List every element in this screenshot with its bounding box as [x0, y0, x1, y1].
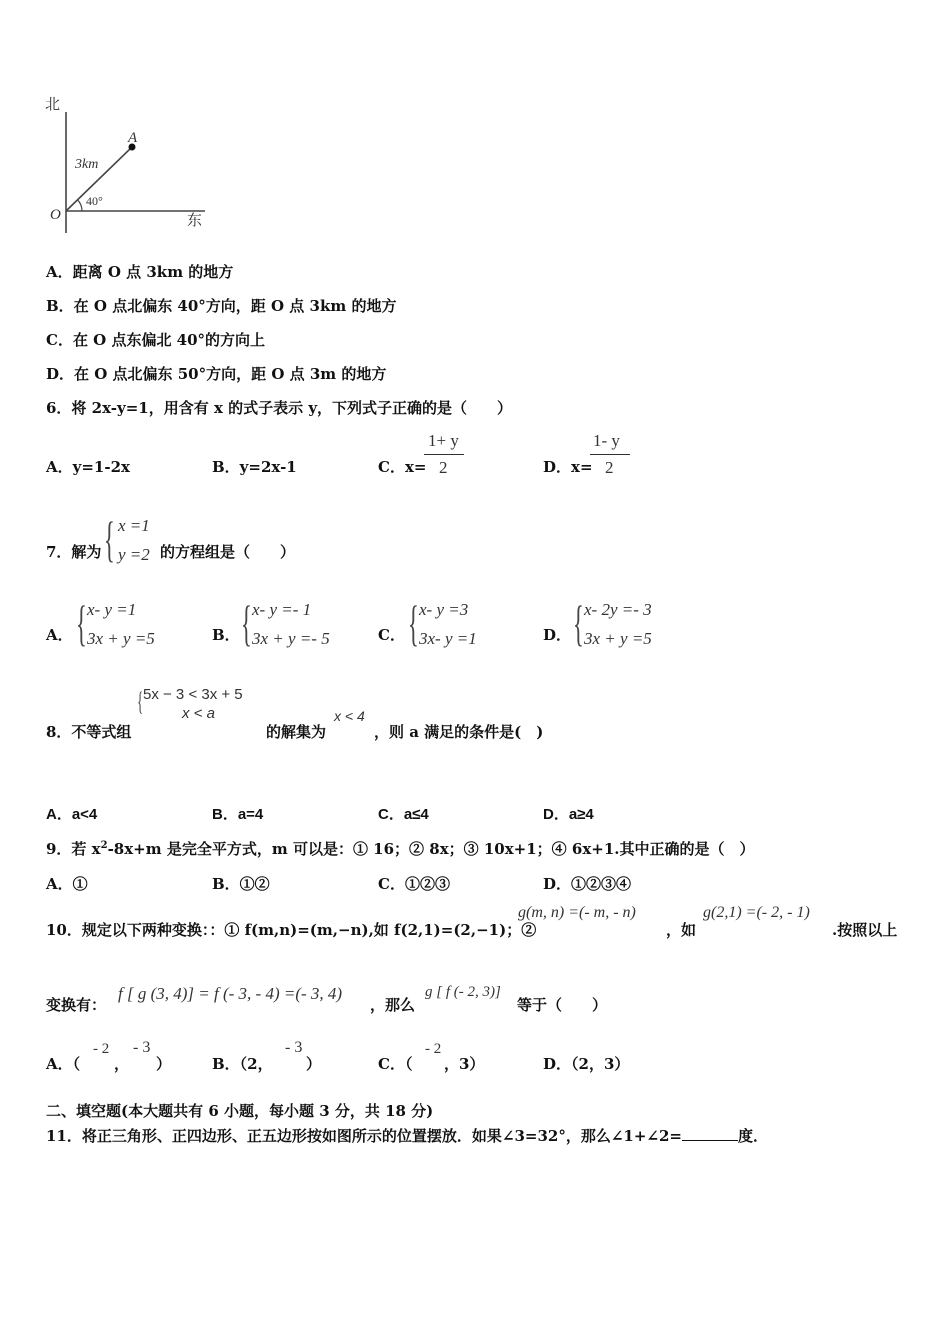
- north-label: 北: [45, 95, 61, 113]
- q10-option-b-value: - 3: [285, 1039, 303, 1056]
- q5-option-c: C．在 O 点东偏北 40°的方向上: [46, 331, 266, 349]
- q10-option-a-value2: - 3: [133, 1039, 151, 1056]
- q10-g-definition: g(m, n) =(- m, - n): [518, 904, 636, 921]
- q9-option-d: D．①②③④: [543, 875, 632, 893]
- q7-option-d-line2: 3x + y =5: [584, 629, 652, 648]
- q7-option-d-label: D．: [543, 626, 572, 644]
- q10-g-expression: g [ f (- 2, 3)]: [425, 984, 501, 1000]
- angle-arc: [78, 200, 83, 211]
- q8-mid: 的解集为: [266, 723, 327, 741]
- direction-figure: [40, 95, 215, 235]
- q10-option-a-end: ）: [156, 1055, 172, 1073]
- q10-line2-mid: ，那么: [370, 996, 416, 1014]
- q7-system-line1: x =1: [118, 516, 150, 535]
- q9-option-a: A．①: [46, 875, 88, 893]
- q11-text-part1: 11．将正三角形、正四边形、正五边形按如图所示的位置摆放．如果∠3=32°，那么∠1+∠2=: [46, 1127, 682, 1145]
- q7-option-a-line1: x- y =1: [87, 600, 137, 619]
- q8-solution: x < 4: [334, 708, 365, 724]
- q9-option-c: C．①②③: [378, 875, 450, 893]
- q6-option-d-label: D．x=: [543, 458, 593, 476]
- q7-brace: {: [104, 511, 115, 567]
- q7-option-b-line2: 3x + y =- 5: [252, 629, 330, 648]
- q8-inequality-1: 5x − 3 < 3x + 5: [143, 686, 243, 703]
- q7-prefix: 7．解为: [46, 543, 102, 561]
- q6-stem: 6．将 2x-y=1，用含有 x 的式子表示 y，下列式子正确的是（ ）: [46, 399, 513, 417]
- q10-option-c-label: C．（: [378, 1055, 413, 1073]
- q8-option-a: A．a<4: [46, 806, 98, 823]
- q11-text-part2: 度．: [737, 1127, 768, 1145]
- q6-option-c-numerator: 1+ y: [428, 431, 459, 450]
- q7-option-c-line2: 3x- y =1: [419, 629, 477, 648]
- q10-option-a-sep: ，: [114, 1055, 130, 1073]
- q6-option-a: A．y=1-2x: [46, 458, 130, 476]
- q10-option-b-label: B．（2，: [212, 1055, 273, 1073]
- point-label: A: [128, 130, 138, 146]
- q8-option-c: C．a≤4: [378, 806, 429, 823]
- q7-option-a-brace: {: [76, 595, 87, 651]
- q7-option-b-label: B．: [212, 626, 240, 644]
- q9-exponent: 2: [100, 840, 108, 851]
- q9-stem-part1: 9．若 x: [46, 840, 101, 858]
- q7-option-b-line1: x- y =- 1: [252, 600, 312, 619]
- q11-answer-blank[interactable]: [682, 1126, 738, 1141]
- q8-prefix: 8．不等式组: [46, 723, 132, 741]
- q6-option-d-numerator: 1- y: [593, 431, 620, 450]
- q6-option-c-fraction-bar: [424, 454, 464, 455]
- q9-stem-part2: -8x+m 是完全平方式，m 可以是：① 16；② 8x；③ 10x+1；④ 6x+1.其中正确的是（ ）: [107, 840, 755, 858]
- q5-option-b: B．在 O 点北偏东 40°方向，距 O 点 3km 的地方: [46, 297, 397, 315]
- q5-option-d: D．在 O 点北偏东 50°方向，距 O 点 3m 的地方: [46, 365, 387, 383]
- q10-stem-part2: .按照以上: [832, 921, 898, 939]
- q6-option-c-denominator: 2: [439, 458, 448, 477]
- q8-suffix: ，则 a 满足的条件是( ): [374, 723, 544, 741]
- q10-mid: ，如: [666, 921, 697, 939]
- q10-option-c-value: - 2: [425, 1041, 442, 1057]
- section-heading: 二、填空题(本大题共有 6 小题，每小题 3 分，共 18 分): [46, 1102, 434, 1120]
- q7-suffix: 的方程组是（ ）: [160, 543, 296, 561]
- q10-line2-suffix: 等于（ ）: [517, 996, 608, 1014]
- q7-system-line2: y =2: [118, 545, 150, 564]
- q7-option-b-brace: {: [241, 595, 252, 651]
- q10-option-b-end: ）: [306, 1055, 322, 1073]
- q7-option-a-line2: 3x + y =5: [87, 629, 155, 648]
- q9-stem: [46, 838, 755, 859]
- q7-option-c-brace: {: [408, 595, 419, 651]
- q8-brace: {: [137, 687, 144, 716]
- q10-option-c-end: ，3）: [444, 1055, 485, 1073]
- q9-option-b: B．①②: [212, 875, 270, 893]
- q8-option-d: D．a≥4: [543, 806, 594, 823]
- east-label: 东: [187, 211, 203, 229]
- q10-f-expression: f [ g (3, 4)] = f (- 3, - 4) =(- 3, 4): [118, 984, 343, 1003]
- q10-line2-prefix: 变换有：: [46, 996, 107, 1014]
- q6-option-d-fraction-bar: [590, 454, 630, 455]
- distance-label: 3km: [75, 157, 99, 172]
- q5-option-a: A．距离 O 点 3km 的地方: [46, 263, 234, 281]
- q10-option-d: D．（2，3）: [543, 1055, 630, 1073]
- angle-label: 40°: [86, 194, 103, 208]
- q10-stem-part1: 10．规定以下两种变换：：① f(m,n)=(m,−n),如 f(2,1)=(2,−1)；②: [46, 921, 537, 939]
- origin-label: O: [50, 207, 61, 223]
- q10-option-a-value1: - 2: [93, 1041, 110, 1057]
- q7-option-d-brace: {: [573, 595, 584, 651]
- q6-option-d-denominator: 2: [605, 458, 614, 477]
- q8-option-b: B．a=4: [212, 806, 264, 823]
- q10-option-a-label: A．（: [46, 1055, 81, 1073]
- q7-option-d-line1: x- 2y =- 3: [584, 600, 652, 619]
- q7-option-c-label: C．: [378, 626, 405, 644]
- q11-stem: [46, 1125, 768, 1146]
- q6-option-b: B．y=2x-1: [212, 458, 297, 476]
- q6-option-c-label: C．x=: [378, 458, 427, 476]
- q10-g-example: g(2,1) =(- 2, - 1): [703, 904, 810, 921]
- q7-option-c-line1: x- y =3: [419, 600, 469, 619]
- q8-inequality-2: x < a: [182, 705, 215, 722]
- q7-option-a-label: A．: [46, 626, 73, 644]
